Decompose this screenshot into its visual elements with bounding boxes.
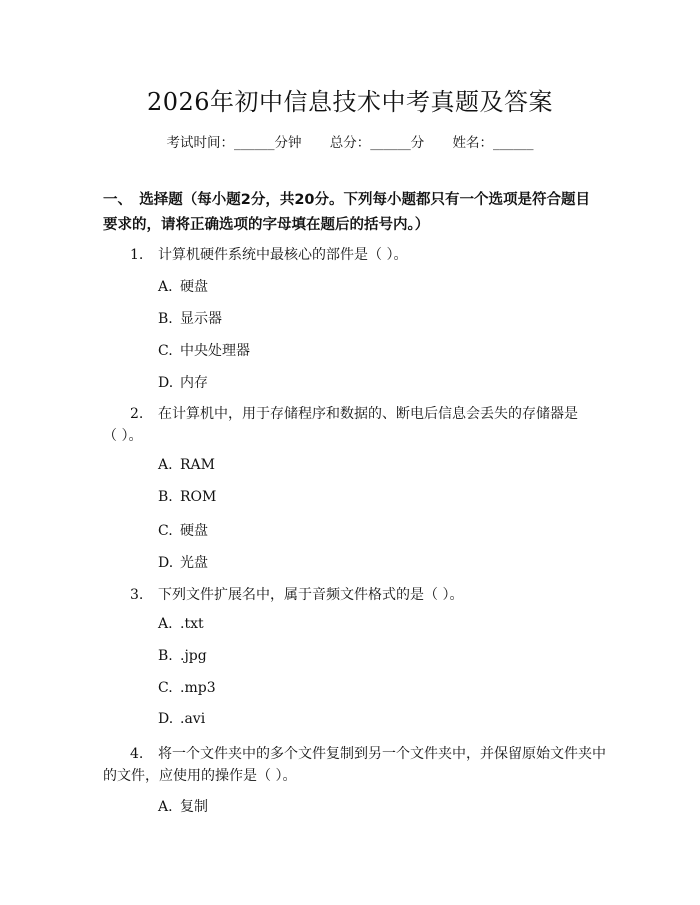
option-text: 显示器 (180, 311, 222, 327)
exam-time: 考试时间：______分钟 (166, 135, 302, 151)
option-text: ROM (180, 489, 217, 505)
option-label: B. (158, 648, 173, 664)
option-text: 硬盘 (180, 279, 208, 295)
option-3a (158, 616, 204, 632)
option-1b (158, 308, 222, 328)
option-2d (158, 552, 208, 572)
question-text: 计算机硬件系统中最核心的部件是（ ）。 (158, 247, 408, 263)
option-label: B. (158, 311, 173, 327)
option-text: 复制 (180, 799, 208, 815)
question-3 (130, 584, 463, 604)
option-text: .avi (180, 711, 206, 727)
option-2a (158, 457, 215, 473)
option-1a (158, 276, 208, 296)
page-title: 2026年初中信息技术中考真题及答案 (146, 88, 554, 116)
student-name: 姓名：______ (452, 135, 534, 151)
option-label: B. (158, 489, 173, 505)
option-label: D. (158, 711, 174, 727)
total-score: 总分：______分 (329, 135, 425, 151)
option-4a (158, 796, 208, 816)
option-text: 中央处理器 (180, 343, 250, 359)
option-label: A. (158, 457, 173, 473)
question-number: 2. (130, 406, 144, 422)
option-2c (158, 520, 208, 540)
option-text: .jpg (180, 648, 207, 664)
option-label: D. (158, 375, 174, 391)
option-text: RAM (180, 457, 215, 473)
section-heading: 一、 选择题（每小题2分，共20分。下列每小题都只有一个选项是符合题目要求的，请将正确选项的字母填在题后的括号内。） (103, 192, 591, 233)
option-3c (158, 680, 216, 696)
option-text: .mp3 (180, 680, 216, 696)
question-1 (130, 244, 407, 264)
option-3b (158, 648, 207, 664)
option-label: A. (158, 279, 173, 295)
option-text: 内存 (180, 375, 208, 391)
option-label: A. (158, 616, 173, 632)
option-label: A. (158, 799, 173, 815)
question-4 (130, 743, 606, 763)
option-2b (158, 489, 216, 505)
question-2 (130, 403, 578, 423)
option-3d (158, 711, 205, 727)
option-1d (158, 372, 208, 392)
option-label: D. (158, 555, 174, 571)
question-number: 1. (130, 247, 144, 263)
option-text: 硬盘 (180, 523, 208, 539)
question-text: 在计算机中，用于存储程序和数据的、断电后信息会丢失的存储器是 (158, 406, 578, 422)
option-label: C. (158, 680, 173, 696)
exam-meta (0, 131, 700, 151)
question-number: 4. (130, 746, 144, 762)
option-label: C. (158, 523, 173, 539)
option-label: C. (158, 343, 173, 359)
option-1c (158, 340, 250, 360)
option-text: 光盘 (180, 555, 208, 571)
question-text: 下列文件扩展名中，属于音频文件格式的是（ ）。 (158, 587, 464, 603)
question-number: 3. (130, 587, 144, 603)
question-4-continued: 的文件，应使用的操作是（ ）。 (103, 768, 297, 784)
option-text: .txt (180, 616, 204, 632)
question-text: 将一个文件夹中的多个文件复制到另一个文件夹中，并保留原始文件夹中 (158, 746, 606, 762)
question-2-continued: （ ）。 (103, 428, 143, 444)
